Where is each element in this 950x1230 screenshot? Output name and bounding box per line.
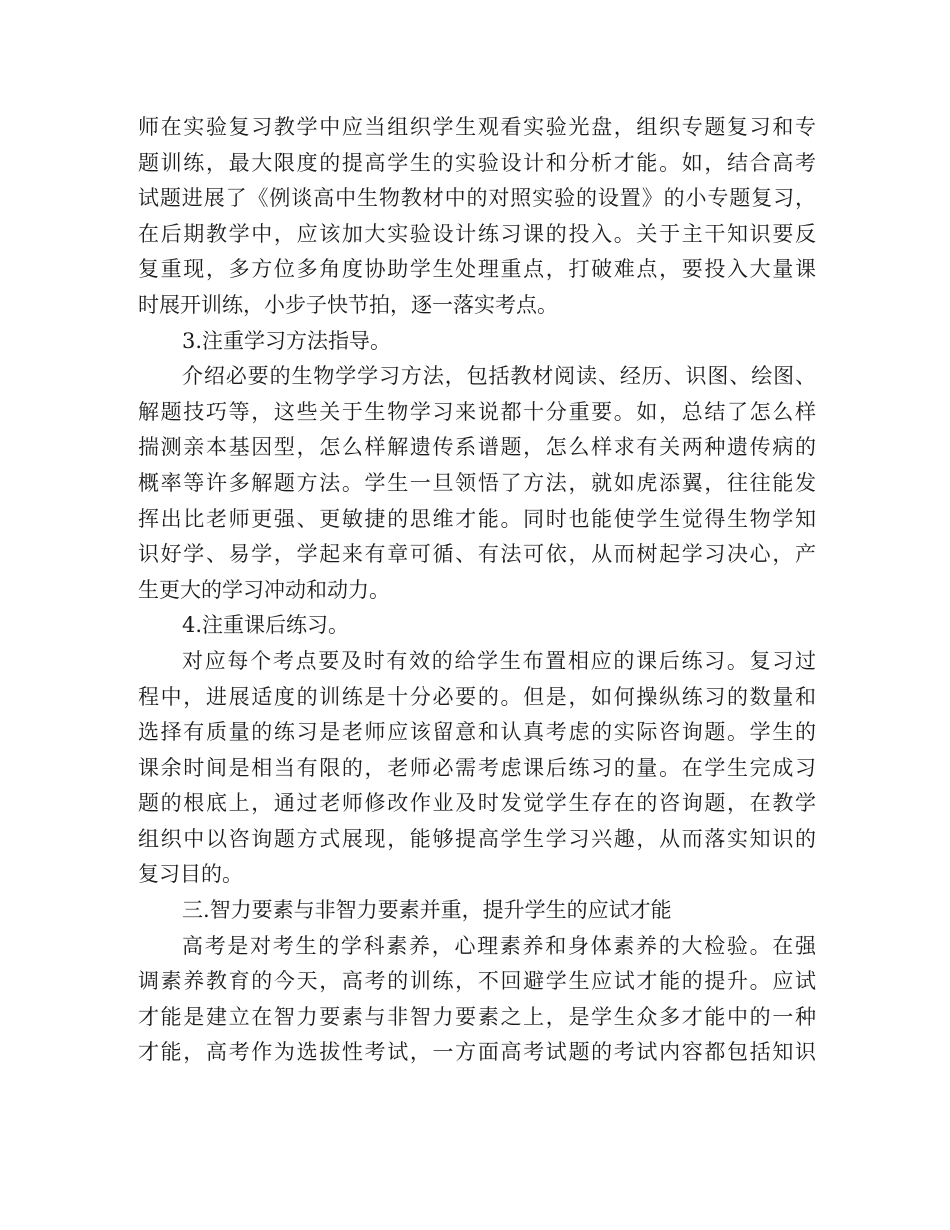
- text-line: 识好学、易学，学起来有章可循、有法可依，从而树起学习决心，产: [138, 542, 816, 567]
- text-line: 解题技巧等，这些关于生物学习来说都十分重要。如，总结了怎么样: [138, 399, 816, 424]
- text-line: 调素养教育的今天，高考的训练，不回避学生应试才能的提升。应试: [138, 969, 816, 994]
- text-line: 程中，进展适度的训练是十分必要的。但是，如何操纵练习的数量和: [138, 684, 816, 709]
- text-line: 组织中以咨询题方式展现，能够提高学生学习兴趣，从而落实知识的: [138, 826, 816, 851]
- text-line: 概率等许多解题方法。学生一旦领悟了方法，就如虎添翼，往往能发: [138, 470, 816, 495]
- body-text: [138, 110, 816, 1071]
- text-line: 4.注重课后练习。: [182, 613, 350, 638]
- text-line: 复重现，多方位多角度协助学生处理重点，打破难点，要投入大量课: [138, 257, 816, 282]
- text-line: 复习目的。: [138, 862, 243, 887]
- text-line: 在后期教学中，应该加大实验设计练习课的投入。关于主干知识要反: [138, 221, 816, 246]
- text-line: 师在实验复习教学中应当组织学生观看实验光盘，组织专题复习和专: [138, 115, 816, 139]
- text-line: 时展开训练，小步子快节拍，逐一落实考点。: [138, 292, 558, 317]
- text-line: 选择有质量的练习是老师应该留意和认真考虑的实际咨询题。学生的: [138, 720, 816, 745]
- text-line: 才能是建立在智力要素与非智力要素之上，是学生众多才能中的一种: [138, 1004, 816, 1029]
- text-line: 高考是对考生的学科素养，心理素养和身体素养的大检验。在强: [182, 933, 816, 958]
- text-line: 才能，高考作为选拔性考试，一方面高考试题的考试内容都包括知识: [138, 1040, 816, 1065]
- text-line: 3.注重学习方法指导。: [182, 328, 392, 353]
- text-line: 介绍必要的生物学学习方法，包括教材阅读、经历、识图、绘图、: [182, 364, 816, 389]
- text-line: 生更大的学习冲动和动力。: [138, 577, 390, 602]
- text-line: 对应每个考点要及时有效的给学生布置相应的课后练习。复习过: [182, 648, 816, 673]
- text-line: 题的根底上，通过老师修改作业及时发觉学生存在的咨询题，在教学: [138, 791, 816, 816]
- text-line: 揣测亲本基因型，怎么样解遗传系谱题，怎么样求有关两种遗传病的: [138, 435, 816, 460]
- text-line: 挥出比老师更强、更敏捷的思维才能。同时也能使学生觉得生物学知: [138, 506, 816, 531]
- text-line: 课余时间是相当有限的，老师必需考虑课后练习的量。在学生完成习: [138, 755, 816, 780]
- text-line: 试题进展了《例谈高中生物教材中的对照实验的设置》的小专题复习，: [138, 186, 816, 211]
- text-line: 题训练，最大限度的提高学生的实验设计和分析才能。如，结合高考: [138, 150, 816, 175]
- text-line: 三.智力要素与非智力要素并重，提升学生的应试才能: [182, 898, 672, 923]
